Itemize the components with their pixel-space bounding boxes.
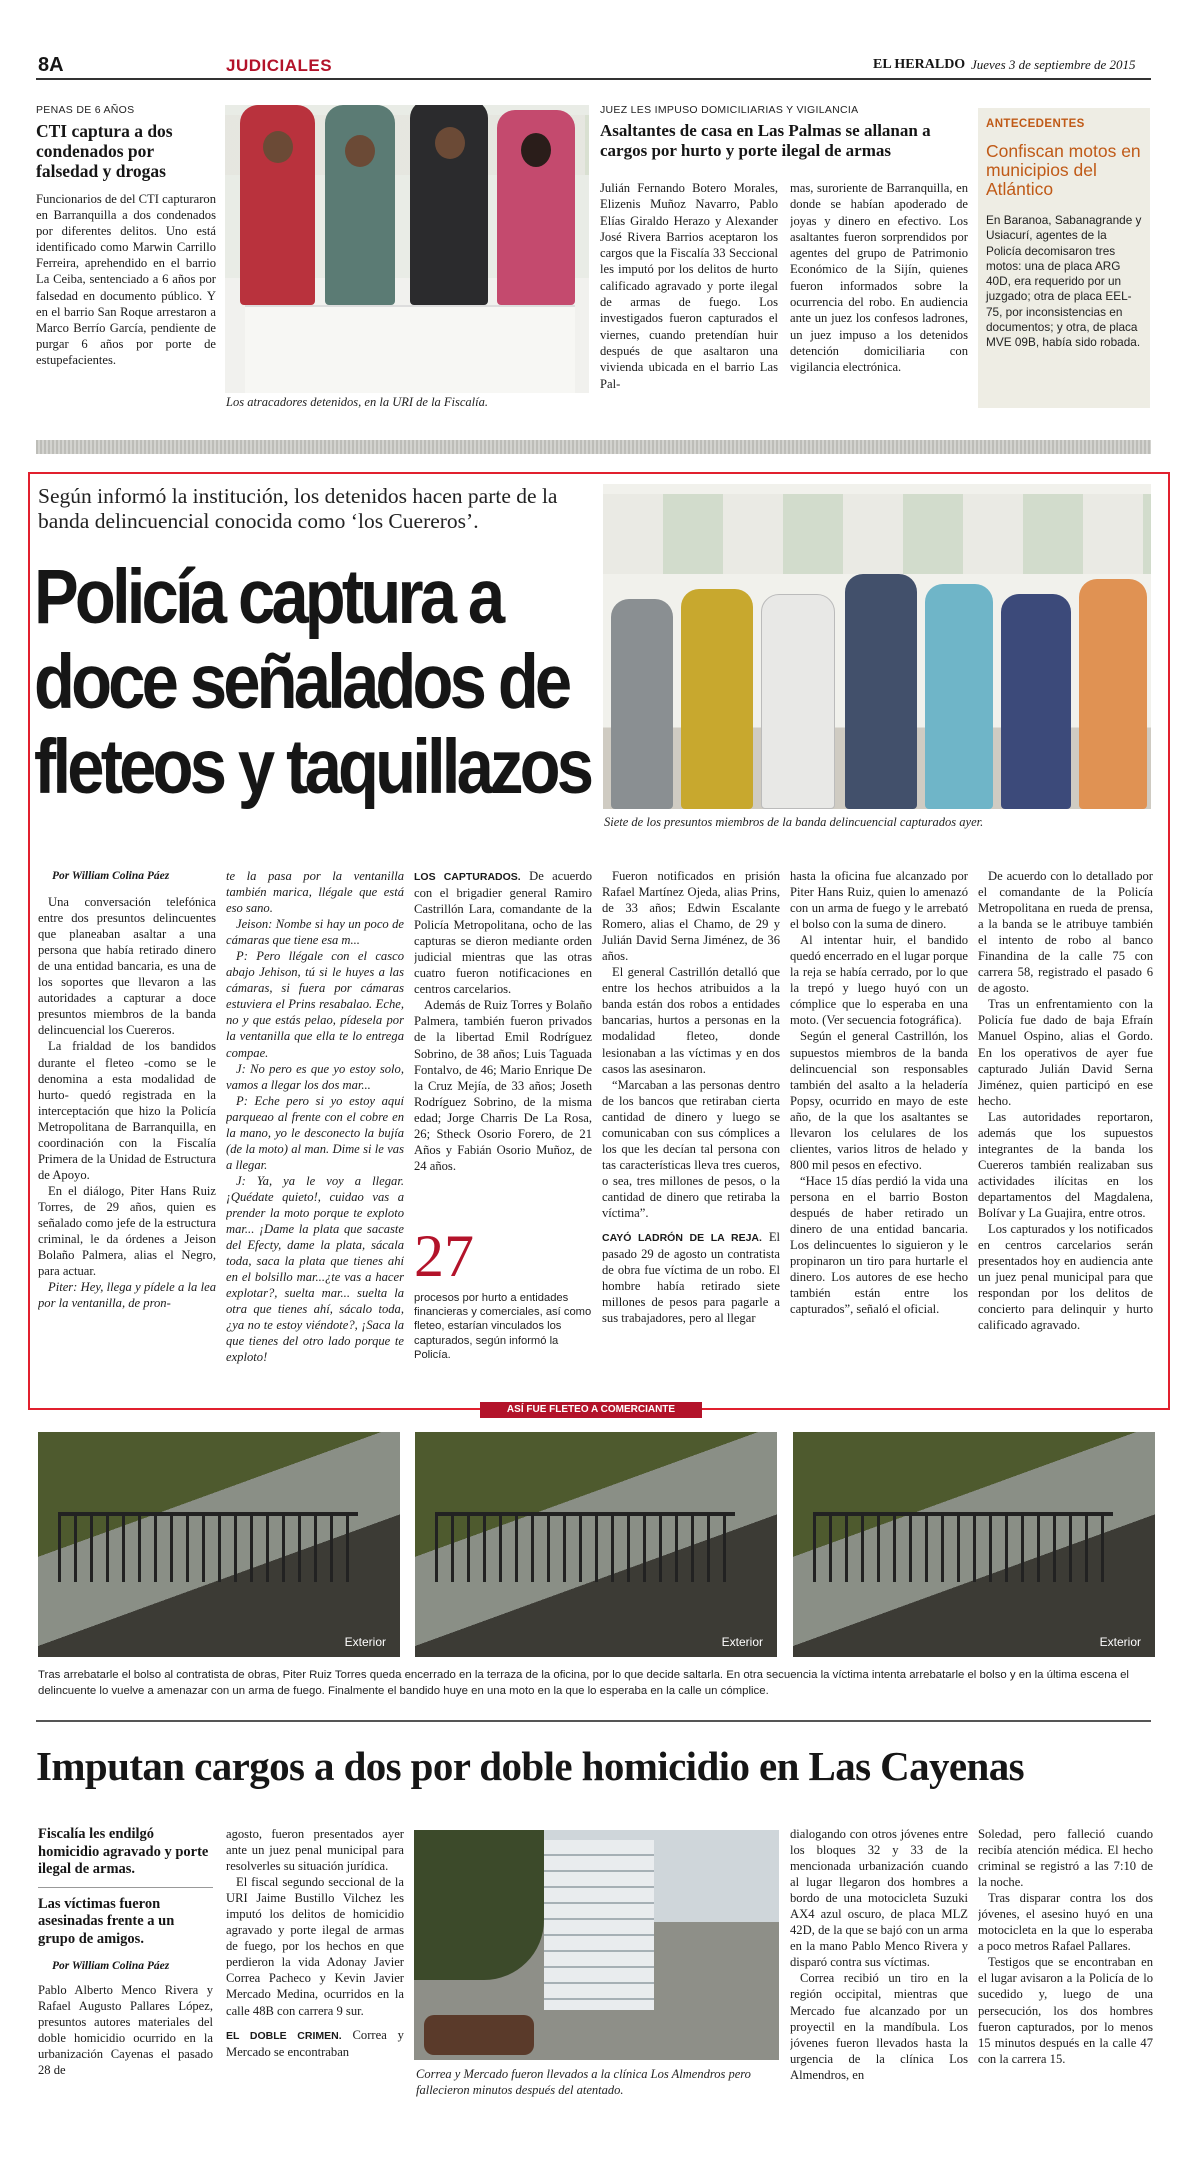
railing: [58, 1512, 358, 1582]
story-las-palmas: [600, 104, 970, 414]
paragraph: Fueron notificados en prisión Rafael Martínez Ojeda, alias Prins, de 33 años; Edwin Escalante Romero, alias el Chamo, de 29 y Julián David Serna Jiménez, de 36 años.: [602, 869, 780, 964]
story3-decks: [38, 1826, 213, 2082]
paragraph: “Hace 15 días perdió la vida una persona en el barrio Boston después de haber retirado un dinero de una entidad bancaria. Los delincuentes lo siguieron y le propinaron un tiro para hurtarle el dinero. Los autores de ese hecho también están entre los capturados”, señaló el oficial.: [790, 1173, 968, 1317]
page-header: [36, 50, 1151, 80]
paragraph: “Marcaban a las personas dentro de los bancos que retiraban cierta cantidad de dinero y luego se comunicaban con sus cómplices a los que les decían tal persona con tas características lleva tres cueros, o sea, tres millones de pesos, o la cantidad de dinero que retiraba la víctima”.: [602, 1077, 780, 1220]
detainee-head: [435, 127, 465, 159]
paragraph: Las autoridades reportaron, además que los supuestos integrantes de la banda los Cuereros también realizaban sus actividades ilícitas en los departamentos del Magdalena, Bolívar y La Guajira, entre otros.: [978, 1109, 1153, 1220]
subhead: LOS CAPTURADOS.: [414, 871, 521, 883]
railing: [813, 1512, 1113, 1582]
story-title: CTI captura a dos condenados por falsedad y drogas: [36, 121, 173, 181]
suspect-figure: [611, 599, 673, 809]
subhead: CAYÓ LADRÓN DE LA REJA.: [602, 1232, 762, 1245]
deck: Fiscalía les endilgó homicidio agravado y porte ilegal de armas.: [38, 1826, 209, 1877]
paragraph: te la pasa por la ventanilla también marica, llégale que está eso sano.: [226, 869, 404, 916]
suspect-figure: [925, 584, 993, 809]
paragraph: J: Ya, ya le voy a llegar. ¡Quédate quieto!, cuidao vas a prender la moto porque te exploto mar... ¡Dame la plata que sacaste del Efecty, dame la plata, sácala toda, saca la plata que tienes ahí en el bolsillo mar...¿te vas a hacer explotar?, suelta mar... suelta la otra que tienes ahí, sácalo toda, ¿ya no te estoy viéndote?, ¡Saca la que tienes del otro lado porque te exploto!: [226, 1173, 404, 1365]
stat-box: [414, 1225, 592, 1375]
photo-caption: Correa y Mercado fueron llevados a la clínica Los Almendros pero fallecieron minutos después del atentado.: [416, 2067, 751, 2097]
paragraph: agosto, fueron presentados ayer ante un juez penal municipal para resolverles su situación jurídica.: [226, 1827, 404, 1874]
sequence-frame-3: [793, 1432, 1155, 1657]
paragraph: En el diálogo, Piter Hans Ruiz Torres, de 29 años, quien es señalado como jefe de la estructura criminal, le da órdenes a Jeison Bolaño Palmera, alias el Negro, para actuar.: [38, 1183, 216, 1279]
suspect-figure: [1001, 594, 1071, 809]
story-kicker: PENAS DE 6 AÑOS: [36, 104, 135, 116]
paragraph: El fiscal segundo seccional de la URI Jaime Bustillo Vilchez les imputó los delitos de homicidio agravado y porte ilegal de armas de fuego, por los hechos en que perdieron la vida Adonay Javier Correa Pacheco y Kevin Javier Mercado Medina, ocurridos en la calle 48B con carrera 9 sur.: [226, 1875, 404, 2018]
paragraph: P: Pero llégale con el casco abajo Jehison, tú si le huyes a las cámaras, si fuera por cámaras estuviera el Prins resabalao. Eche, no y que estás pelao, pídesela por la ventanilla que ella te lo entrega compae.: [226, 949, 404, 1060]
box-label: ANTECEDENTES: [986, 118, 1085, 130]
box-body: En Baranoa, Sabanagrande y Usiacurí, agentes de la Policía decomisaron tres motos: una de placa ARG 40D, era requerido por un juzgado; otra de placa EEL-75, por inconsistencias en documentos; y otra, de placa MVE 09B, había sido robada.: [986, 213, 1142, 350]
building: [544, 1840, 654, 2010]
paragraph: hasta la oficina fue alcanzado por Piter Hans Ruiz, quien lo amenazó con un arma de fuego y le arrebató el bolso con la suma de dinero.: [790, 869, 968, 932]
watermark: Exterior: [721, 1635, 763, 1649]
main-col-5: [790, 868, 968, 1393]
paragraph: De acuerdo con el brigadier general Ramiro Castrillón Lara, comandante de la Policía Metropolitana, ocho de las capturas se dieron mediante orden judicial mientras que las otras cuatro fueron notificaciones en centros carcelarios.: [414, 869, 592, 997]
paragraph: Tras un enfrentamiento con la Policía fue dado de baja Efraín Manuel Ospino, alias el Gordo. En los operativos de ayer fue capturado Julián David Serna Jiménez, quien participó en ese hecho.: [978, 997, 1153, 1108]
photo-caption: Los atracadores detenidos, en la URI de la Fiscalía.: [226, 395, 489, 409]
paragraph: Soledad, pero falleció cuando recibía atención médica. El hecho criminal se registró a las 7:10 de la noche.: [978, 1827, 1153, 1890]
section-separator: [36, 440, 1151, 454]
main-col-1: [38, 868, 216, 1393]
antecedentes-box: [978, 108, 1150, 408]
detainee-head: [521, 133, 551, 167]
police-banner: [603, 494, 1151, 574]
divider: [36, 1720, 1151, 1722]
paragraph: El general Castrillón detalló que entre los hechos atribuidos a la banda están dos robos a entidades bancarias, hurtos a personas en la modalidad fleteo, donde lesionaban a las víctimas y en dos casos las asesinaron.: [602, 965, 780, 1076]
story-col-1: Julián Fernando Botero Morales, Elizenis Muñoz Navarro, Pablo Elías Giraldo Herazo y Alexander José Rivera Barrios aceptaron los cargos que la Fiscalía 33 Seccional les imputó por los delitos de hurto calificado agravado y porte ilegal de armas de fuego. Los investigados fueron capturados el viernes, cuando pretendían huir después de que asaltaron una vivienda ubicada en el barrio Las Pal-: [600, 181, 778, 391]
main-col-2: [226, 868, 404, 1393]
paragraph: Tras disparar contra los dos jóvenes, el asesino huyó en una motocicleta en la que lo esperaba a poco metros Rafael Pallares.: [978, 1891, 1153, 1954]
paragraph: Según el general Castrillón, los supuestos miembros de la banda delincuencial son responsables también del asalto a la heladería Popsy, ocurrido en mayo de este año, de la que los asaltantes se llevaron los celulares de los clientes, varios litros de helado y 800 mil pesos en efectivo.: [790, 1029, 968, 1172]
story-body: Funcionarios de del CTI capturaron en Barranquilla a dos condenados por diferentes delitos. Uno está identificado como Marwin Carrillo Ferreira, aprehendido en el barrio La Ceiba, sentenciado a 6 años por falsedad en documento público. Y en el barrio San Roque arrestaron a Marco Berrío García, pendiente de purgar 6 años por porte de estupefacientes.: [36, 192, 216, 367]
paragraph: Los capturados y los notificados en centros carcelarios serán presentados hoy en audiencia ante un juez penal municipal para que respondan por los delitos de concierto para delinquir y hurto calificado agravado.: [978, 1222, 1153, 1333]
story3-col-3: [790, 1826, 968, 2146]
suspect-figure: [761, 594, 835, 809]
railing: [435, 1512, 735, 1582]
main-col-4: [602, 868, 780, 1393]
story-title: Asaltantes de casa en Las Palmas se allanan a cargos por hurto y porte ilegal de armas: [600, 121, 931, 160]
suspect-figure: [681, 589, 753, 809]
subhead: EL DOBLE CRIMEN.: [226, 2029, 342, 2042]
table: [245, 305, 575, 393]
issue-date: Jueves 3 de septiembre de 2015: [971, 57, 1136, 72]
paragraph: Jeison: Nombe si hay un poco de cámaras que tiene esa m...: [226, 917, 404, 948]
byline: Por William Colina Páez: [52, 870, 170, 882]
car: [424, 2015, 534, 2055]
sequence-label: ASÍ FUE FLETEO A COMERCIANTE: [480, 1402, 702, 1418]
sequence-frame-1: [38, 1432, 400, 1657]
paragraph: J: No pero es que yo estoy solo, vamos a llegar los dos mar...: [226, 1061, 404, 1092]
cuereros-photo: [603, 484, 1151, 809]
main-col-6: [978, 868, 1153, 1393]
paragraph: De acuerdo con lo detallado por el comandante de la Policía Metropolitana en rueda de prensa, a la banda se le atribuye también el intento de robo al banco Finandina de la calle 75 con carrera 58, registrado el pasado 6 de agosto.: [978, 869, 1153, 996]
paragraph: Al intentar huir, el bandido quedó encerrado en el lugar porque la reja se había cerrado, por lo que la trepó y luego huyó con un cómplice que lo esperaba en una moto. (Ver secuencia fotográfica).: [790, 933, 968, 1028]
sequence-frame-2: [415, 1432, 777, 1657]
stat-number: 27: [414, 1223, 474, 1289]
main-deck: Según informó la institución, los detenidos hacen parte de la banda delincuencial conocida como ‘los Cuereros’.: [38, 484, 558, 533]
paragraph: La frialdad de los bandidos durante el fleteo -como se le denomina a esta modalidad de hurto- quedó registrada en la interceptación que hizo la Policía Metropolitana de Barranquilla, en coordinación con la Fiscalía Primera de la Unidad de Estructura de Apoyo.: [38, 1039, 216, 1182]
watermark: Exterior: [1099, 1635, 1141, 1649]
story-col-2: mas, suroriente de Barranquilla, en donde se habían apoderado de joyas y dinero en efectivo. Los asaltantes fueron sorprendidos por agentes del grupo de Patrimonio Económico de la Sijín, quienes fueron informados sobre la ocurrencia del robo. En audiencia ante un juez los confesos ladrones, un juez impuso a los detenidos detención domiciliaria con vigilancia electrónica.: [790, 181, 968, 375]
byline: Por William Colina Páez: [52, 1960, 170, 1972]
paragraph: Correa y Mercado se encontraban: [226, 2027, 404, 2059]
deck: Las víctimas fueron asesinadas frente a un grupo de amigos.: [38, 1895, 175, 1947]
sequence-caption: Tras arrebatarle el bolso al contratista de obras, Piter Ruiz Torres queda encerrado en la terraza de la oficina, por lo que decide saltarla. En otra secuencia la víctima intenta arrebatarle el bolso y en la última escena el delincuente lo vuelve a amenazar con un arma de fuego. Finalmente el bandido huye en una moto en la que lo esperaba en la calle un cómplice.: [38, 1669, 1129, 1697]
watermark: Exterior: [344, 1635, 386, 1649]
stat-text: procesos por hurto a entidades financieras y comerciales, así como fleteo, estarían vinculados los capturados, según informó la Policía.: [414, 1292, 592, 1361]
story3-headline: Imputan cargos a dos por doble homicidio en Las Cayenas: [36, 1743, 1024, 1789]
paragraph: El pasado 29 de agosto un contratista de obra fue víctima de un robo. El hombre había retirado siete millones de pesos para pagarle a sus trabajadores, pero al llegar: [602, 1230, 780, 1326]
paragraph: Además de Ruiz Torres y Bolaño Palmera, también fueron privados de la libertad Emil Rodríguez Sobrino, de 38 años; Luis Taguada Fontalvo, de 46; Mario Enrique De la Cruz Mejía, de 33 años; Joseth Rodríguez Sobrino, de la misma edad; Jorge Charris De La Rosa, 26; Stheck Osorio Forero, de 21 Años y Fabián Osorio Muñoz, de 24 años.: [414, 998, 592, 1173]
tree: [414, 1830, 544, 1980]
detainee-head: [263, 131, 293, 163]
paragraph: Correa recibió un tiro en la región occipital, mientras que Mercado fue alcanzado por un proyectil en la mandíbula. Los jóvenes fueron llevados hasta la urgencia de la clínica Los Almendros, en: [790, 1971, 968, 2082]
paragraph: dialogando con otros jóvenes entre los bloques 32 y 33 de la mencionada urbanización cuando al lugar llegaron dos hombres a bordo de una motocicleta Suzuki AX4 azul oscuro, de placa MLZ 42D, de la que se bajó con un arma en la mano Pablo Menco Rivera y disparó contra sus víctimas.: [790, 1827, 968, 1970]
header-rule: [36, 78, 1151, 80]
paragraph: P: Eche pero si yo estoy aquí parqueao al frente con el cobre en la mano, yo le desconecto la bujía (de la moto) al man. Dime si le vas a llegar.: [226, 1093, 404, 1172]
page-number: 8A: [38, 54, 64, 76]
detainees-photo: [225, 105, 589, 393]
suspect-figure: [845, 574, 917, 809]
section-name: JUDICIALES: [226, 56, 333, 75]
story-kicker: JUEZ LES IMPUSO DOMICILIARIAS Y VIGILANCIA: [600, 104, 859, 116]
photo-caption: Siete de los presuntos miembros de la banda delincuencial capturados ayer.: [604, 815, 984, 829]
box-title: Confiscan motos en municipios del Atlántico: [986, 141, 1141, 199]
main-col-3: [414, 868, 592, 1238]
story3-col-4: [978, 1826, 1153, 2146]
paragraph: Testigos que se encontraban en el lugar avisaron a la Policía de lo sucedido y, luego de una persecución, los dos hombres fueron capturados, por lo menos 15 minutos después en la calle 47 con la carrera 15.: [978, 1955, 1153, 2066]
detainee-head: [345, 135, 375, 167]
story3-col-2: [226, 1826, 404, 2146]
main-headline: Policía captura a doce señalados de fleteos y taquillazos: [34, 554, 591, 810]
story3-col-1: Pablo Alberto Menco Rivera y Rafael Augusto Pallares López, presuntos autores materiales del doble homicidio ocurrido en la urbanización Cayenas el pasado 28 de: [38, 1983, 213, 2078]
paragraph: Una conversación telefónica entre dos presuntos delincuentes que planeaban asaltar a una persona que había retirado dinero de una entidad bancaria, es una de los soportes que llevaron a las autoridades a capturar a doce presuntos miembros de la banda delincuencial los Cuereros.: [38, 895, 216, 1038]
story-cti: [36, 104, 216, 414]
newspaper-name: EL HERALDO: [873, 57, 966, 72]
clinic-photo: [414, 1830, 779, 2060]
suspect-figure: [1079, 579, 1147, 809]
paragraph: Piter: Hey, llega y pídele a la lea por la ventanilla, de pron-: [38, 1280, 216, 1311]
